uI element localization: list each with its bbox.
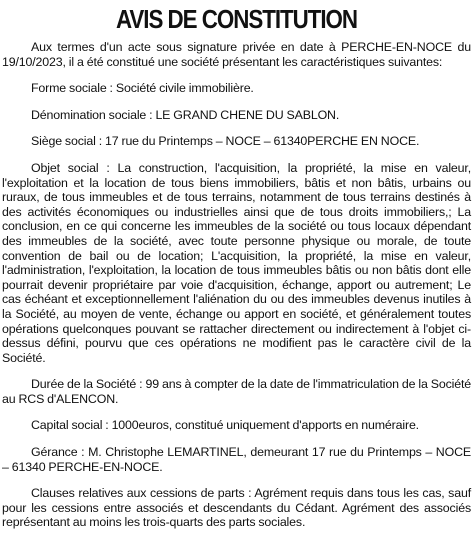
legal-form-paragraph: Forme sociale : Société civile immobilière.	[31, 81, 254, 96]
management-paragraph: Gérance : M. Christophe LEMARTINEL, demeurant 17 rue du Printemps – NOCE – 61340 PERCHE-EN-NOCE.	[2, 445, 471, 474]
corporate-purpose-paragraph: Objet social : La construction, l'acquisition, la propriété, la mise en valeur, l'exploitation et la location de tous biens immobiliers, bâtis et non bâtis, urbains ou ruraux, de tous immeubles et de tous terrains, notamment de tous terrains destinés à des activités économiques ou industrielles ainsi que de tous droits immobiliers,; La conclusion, en ce qui concerne les immeubles de la société ou tous locaux dépendant des immeubles de la société, avec toute personne physique ou morale, de toute convention de bail ou de location; L'acquisition, la propriété, la mise en valeur, l'administration, l'exploitation, la location de tous immeubles bâtis ou non bâtis dont elle pourrait devenir propriétaire par voie d'acquisition, échange, apport ou autrement; Le cas échéant et exceptionnellement l'aliénation du ou des immeubles devenus inutiles à la Société, au moyen de vente, échange ou apport en société, et généralement toutes opérations quelconques pouvant se rattacher directement ou indirectement à l'objet ci-dessus défini, pourvu que ces opérations ne modifient pas le caractère civil de la Société.	[2, 160, 471, 365]
share-capital-paragraph: Capital social : 1000euros, constitué uniquement d'apports en numéraire.	[31, 418, 419, 433]
intro-paragraph: Aux termes d'un acte sous signature privée en date à PERCHE-EN-NOCE du 19/10/2023, il a été constitué une société présentant les caractéristiques suivantes:	[2, 40, 471, 69]
company-name-paragraph: Dénomination sociale : LE GRAND CHENE DU SABLON.	[31, 107, 340, 122]
share-transfer-paragraph: Clauses relatives aux cessions de parts : Agrément requis dans tous les cas, sauf pour les cessions entre associés et descendants du Cédant. Agrément des associés représentant au moins les trois-quarts des parts sociales.	[2, 486, 471, 530]
duration-paragraph: Durée de la Société : 99 ans à compter de la date de l'immatriculation de la Société au RCS d'ALENCON.	[2, 377, 471, 406]
notice-title: AVIS DE CONSTITUTION	[115, 4, 358, 34]
registered-office-paragraph: Siège social : 17 rue du Printemps – NOCE – 61340PERCHE EN NOCE.	[31, 134, 420, 149]
